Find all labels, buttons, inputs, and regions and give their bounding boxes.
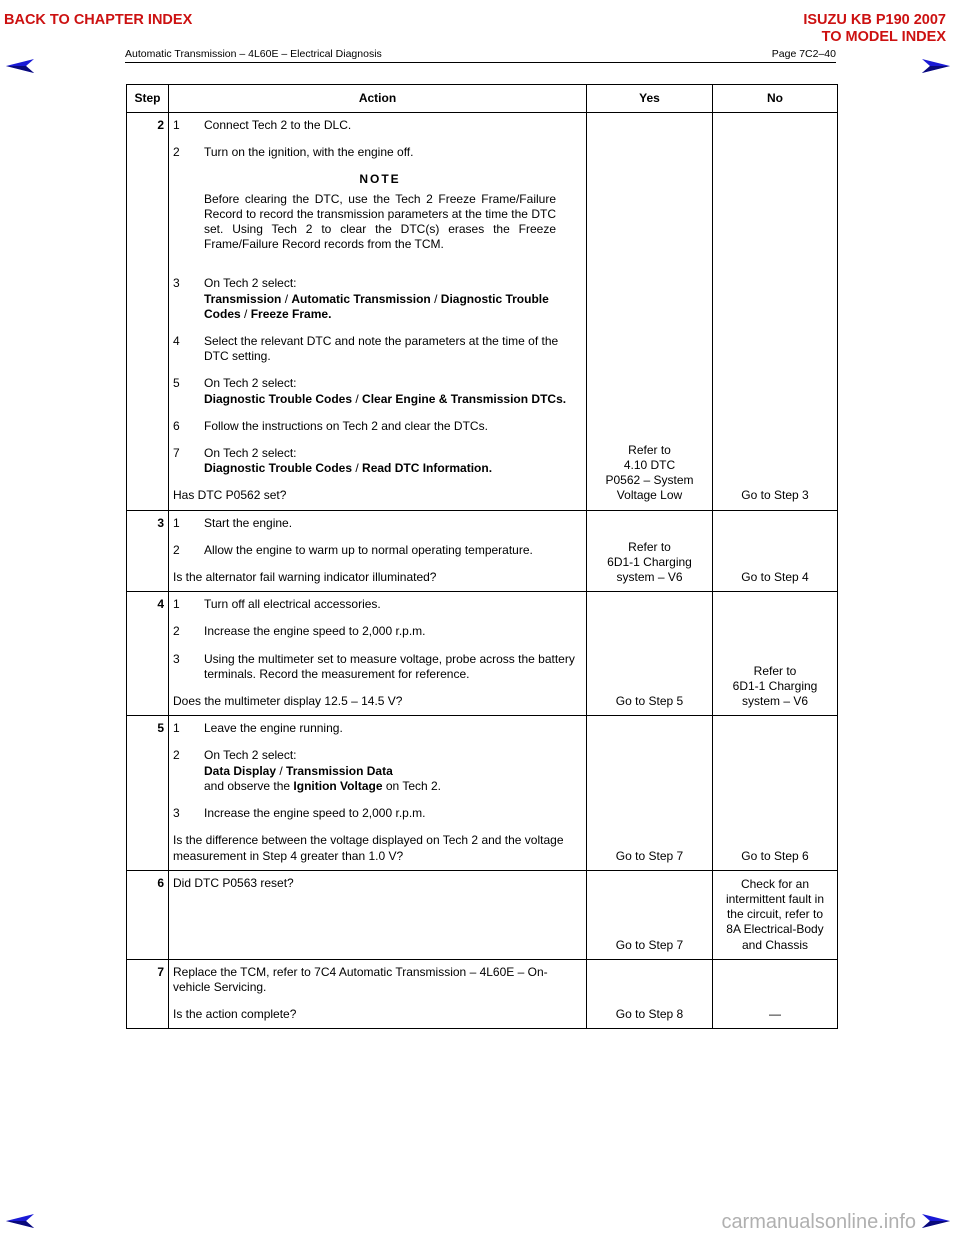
no-text: Go to Step 6 bbox=[741, 848, 809, 863]
action-item bbox=[173, 543, 576, 558]
item-text: Increase the engine speed to 2,000 r.p.m. bbox=[204, 624, 426, 639]
action-cell bbox=[169, 716, 587, 870]
action-item bbox=[173, 652, 576, 682]
yes-line: 6D1-1 Charging bbox=[607, 554, 692, 569]
watermark: carmanualsonline.info bbox=[721, 1211, 916, 1233]
step-number: 2 bbox=[127, 113, 169, 511]
yes-cell bbox=[587, 592, 713, 716]
no-cell bbox=[713, 716, 838, 870]
item-number: 3 bbox=[173, 276, 180, 291]
yes-text: Go to Step 5 bbox=[615, 694, 684, 709]
back-to-model-index-link[interactable]: TO MODEL INDEX bbox=[821, 29, 946, 45]
table-row bbox=[127, 959, 838, 1029]
action-item bbox=[173, 334, 576, 364]
item-text: Leave the engine running. bbox=[204, 721, 343, 736]
menu-path-segment: Automatic Transmission bbox=[291, 291, 431, 306]
arrow-left-icon[interactable] bbox=[6, 1212, 36, 1230]
question-text: Has DTC P0562 set? bbox=[173, 488, 287, 503]
note-block bbox=[204, 172, 556, 252]
no-line: system – V6 bbox=[741, 694, 809, 709]
menu-path-segment: Freeze Frame. bbox=[250, 306, 332, 321]
item-number: 2 bbox=[173, 145, 180, 160]
question-text: Is the action complete? bbox=[173, 1007, 297, 1022]
table-row bbox=[127, 592, 838, 716]
no-cell bbox=[713, 870, 838, 959]
model-title: ISUZU KB P190 2007 bbox=[803, 12, 946, 28]
item-text: On Tech 2 select: bbox=[204, 276, 297, 291]
step-number: 4 bbox=[127, 592, 169, 716]
arrow-right-icon[interactable] bbox=[920, 57, 950, 75]
item-text: Increase the engine speed to 2,000 r.p.m. bbox=[204, 806, 426, 821]
yes-cell bbox=[587, 716, 713, 870]
item-text: On Tech 2 select: bbox=[204, 748, 297, 763]
no-line: the circuit, refer to bbox=[726, 907, 824, 922]
item-text: Turn off all electrical accessories. bbox=[204, 597, 381, 612]
yes-text: Go to Step 7 bbox=[615, 848, 684, 863]
action-cell bbox=[169, 510, 587, 592]
item-text: Turn on the ignition, with the engine off. bbox=[204, 145, 414, 160]
question-text: Is the difference between the voltage displayed on Tech 2 and the voltage measurement in Step 4 greater than 1.0 V? bbox=[173, 833, 564, 863]
back-to-chapter-index-link[interactable]: BACK TO CHAPTER INDEX bbox=[4, 12, 193, 28]
action-cell bbox=[169, 592, 587, 716]
column-header-step: Step bbox=[127, 85, 169, 113]
yes-cell bbox=[587, 113, 713, 511]
menu-path-segment: Diagnostic Trouble Codes bbox=[204, 391, 353, 406]
step-number: 7 bbox=[127, 959, 169, 1029]
menu-path-segment: Transmission Data bbox=[286, 763, 393, 778]
item-number: 1 bbox=[173, 118, 180, 132]
item-number: 2 bbox=[173, 542, 180, 557]
item-number: 2 bbox=[173, 748, 180, 763]
item-number: 2 bbox=[173, 624, 180, 639]
item-number: 1 bbox=[173, 721, 180, 736]
yes-line: Refer to bbox=[628, 539, 671, 554]
item-text: Select the relevant DTC and note the parameters at the time of the DTC setting. bbox=[204, 334, 559, 364]
menu-path-segment: Diagnostic Trouble Codes bbox=[204, 461, 353, 476]
yes-line: P0562 – System bbox=[605, 473, 694, 488]
action-item bbox=[173, 118, 576, 133]
yes-text: Go to Step 8 bbox=[615, 1007, 684, 1022]
no-line: and Chassis bbox=[741, 937, 809, 952]
action-cell bbox=[169, 113, 587, 511]
note-text: Before clearing the DTC, use the Tech 2 Freeze Frame/Failure Record to record the transmission parameters at the time the DTC set. Using Tech 2 to clear the DTC(s) erases the Freeze Frame/Failure Record records from the TCM. bbox=[204, 191, 556, 252]
item-text: On Tech 2 select: bbox=[204, 376, 297, 391]
column-header-no: No bbox=[713, 85, 838, 113]
yes-cell bbox=[587, 959, 713, 1029]
action-cell bbox=[169, 959, 587, 1029]
step-number: 5 bbox=[127, 716, 169, 870]
action-item bbox=[173, 597, 576, 612]
table-row bbox=[127, 510, 838, 592]
table-row bbox=[127, 870, 838, 959]
no-cell bbox=[713, 592, 838, 716]
action-item bbox=[173, 419, 576, 434]
no-cell bbox=[713, 959, 838, 1029]
item-number: 1 bbox=[173, 515, 180, 530]
action-item: 3 On Tech 2 select: Transmission / Automatic Transmission / Diagnostic Trouble Codes / Freeze Frame. bbox=[173, 276, 549, 321]
yes-line: Refer to bbox=[628, 442, 671, 457]
note-heading: NOTE bbox=[359, 172, 401, 187]
action-item bbox=[173, 516, 576, 531]
item-text: Using the multimeter set to measure voltage, probe across the battery terminals. Record the measurement for reference. bbox=[204, 651, 575, 681]
page-number: Page 7C2–40 bbox=[771, 48, 836, 60]
action-cell bbox=[169, 870, 587, 959]
menu-path-segment: Data Display bbox=[204, 763, 277, 778]
no-cell bbox=[713, 510, 838, 592]
table-row bbox=[127, 113, 838, 511]
no-cell bbox=[713, 113, 838, 511]
running-header bbox=[125, 48, 836, 60]
question-text: Does the multimeter display 12.5 – 14.5 V? bbox=[173, 694, 403, 709]
arrow-right-icon[interactable] bbox=[920, 1212, 950, 1230]
no-line: Refer to bbox=[753, 663, 797, 678]
observe-text: on Tech 2. bbox=[382, 778, 442, 793]
no-line: Check for an bbox=[740, 876, 810, 891]
question-text: Is the alternator fail warning indicator illuminated? bbox=[173, 570, 437, 585]
observe-text: and observe the bbox=[204, 778, 294, 793]
menu-path-segment: Read DTC Information. bbox=[362, 461, 493, 476]
item-text: Connect Tech 2 to the DLC. bbox=[204, 118, 352, 132]
column-header-action: Action bbox=[169, 85, 587, 113]
no-line: intermittent fault in bbox=[725, 891, 825, 906]
item-number: 4 bbox=[173, 334, 180, 349]
menu-path-segment: Diagnostic Trouble Codes bbox=[204, 291, 549, 321]
item-text: Start the engine. bbox=[204, 515, 293, 530]
table-header-row bbox=[127, 85, 838, 113]
item-number: 6 bbox=[173, 418, 180, 433]
action-item bbox=[173, 145, 576, 160]
no-line: 8A Electrical-Body bbox=[726, 922, 824, 937]
item-number: 3 bbox=[173, 806, 180, 821]
action-item bbox=[173, 721, 576, 736]
observe-parameter: Ignition Voltage bbox=[293, 778, 383, 793]
no-line: 6D1-1 Charging bbox=[732, 678, 818, 693]
diagnostic-table bbox=[126, 84, 838, 1029]
action-item: 5 On Tech 2 select: Diagnostic Trouble Codes / Clear Engine & Transmission DTCs. bbox=[173, 376, 567, 406]
item-text: Allow the engine to warm up to normal operating temperature. bbox=[204, 542, 533, 557]
document-title: Automatic Transmission – 4L60E – Electrical Diagnosis bbox=[125, 48, 382, 60]
item-text: On Tech 2 select: bbox=[204, 446, 297, 461]
item-number: 1 bbox=[173, 597, 180, 612]
yes-line: system – V6 bbox=[616, 570, 683, 585]
item-number: 5 bbox=[173, 376, 180, 391]
question-text: Did DTC P0563 reset? bbox=[173, 875, 294, 890]
action-item: 7 On Tech 2 select: Diagnostic Trouble Codes / Read DTC Information. bbox=[173, 446, 493, 476]
yes-cell bbox=[587, 870, 713, 959]
step-number: 3 bbox=[127, 510, 169, 592]
column-header-yes: Yes bbox=[587, 85, 713, 113]
yes-line: 4.10 DTC bbox=[623, 458, 676, 473]
no-text: — bbox=[769, 1007, 781, 1022]
no-text: Go to Step 3 bbox=[741, 488, 809, 503]
arrow-left-icon[interactable] bbox=[6, 57, 36, 75]
item-number: 3 bbox=[173, 651, 180, 666]
menu-path-segment: Transmission bbox=[204, 291, 282, 306]
item-number: 7 bbox=[173, 446, 180, 461]
step-number: 6 bbox=[127, 870, 169, 959]
item-text: Follow the instructions on Tech 2 and clear the DTCs. bbox=[204, 418, 488, 433]
table-row bbox=[127, 716, 838, 870]
header-divider bbox=[125, 62, 836, 63]
action-text: Replace the TCM, refer to 7C4 Automatic Transmission – 4L60E – On-vehicle Servicing. bbox=[173, 964, 548, 994]
yes-cell bbox=[587, 510, 713, 592]
action-item bbox=[173, 806, 576, 821]
action-item bbox=[173, 624, 576, 639]
no-text: Go to Step 4 bbox=[741, 570, 809, 585]
yes-line: Voltage Low bbox=[616, 488, 683, 503]
action-item: 2 On Tech 2 select: Data Display / Transmission Data and observe the Ignition Voltage on Tech 2. bbox=[173, 748, 442, 793]
yes-text: Go to Step 7 bbox=[615, 937, 684, 952]
menu-path-segment: Clear Engine & Transmission DTCs. bbox=[362, 391, 567, 406]
